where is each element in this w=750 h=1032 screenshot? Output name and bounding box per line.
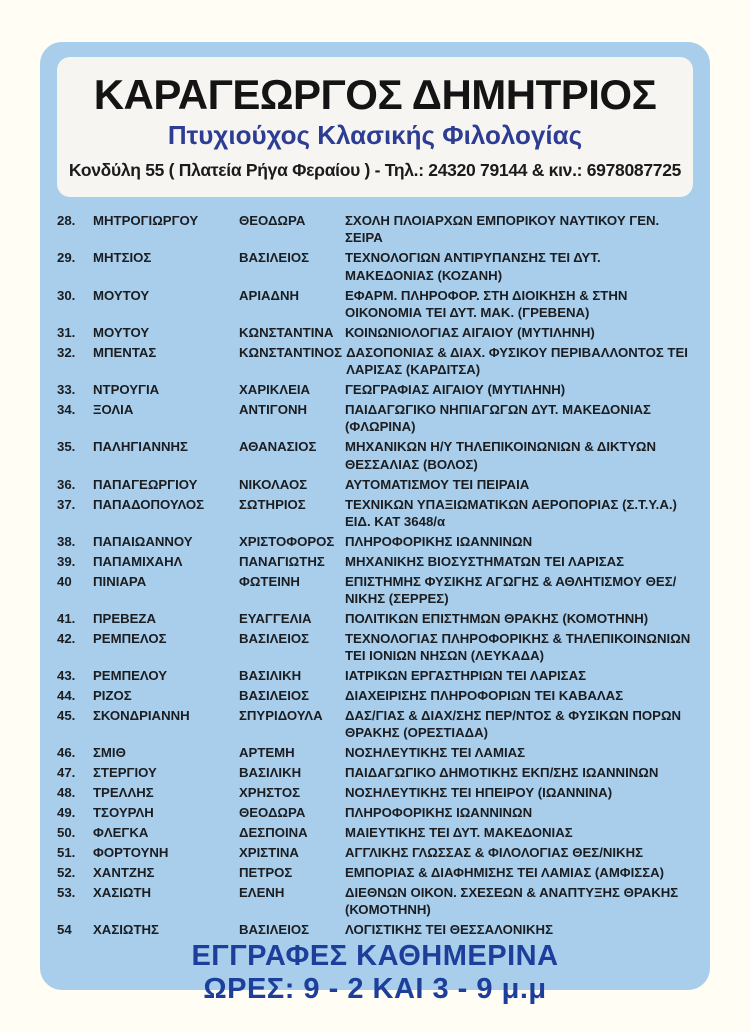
row-firstname: ΒΑΣΙΛΙΚΗ xyxy=(239,765,302,781)
row-surname: ΣΤΕΡΓΙΟΥ xyxy=(93,765,157,781)
row-number: 32. xyxy=(57,344,76,360)
row-school: ΜΑΙΕΥΤΙΚΗΣ ΤΕΙ ΔΥΤ. ΜΑΚΕΔΟΝΙΑΣ xyxy=(345,825,573,840)
footer-line-1: ΕΓΓΡΑΦΕΣ ΚΑΘΗΜΕΡΙΝΑ xyxy=(191,939,559,972)
row-firstname: ΑΡΙΑΔΝΗ xyxy=(239,287,300,303)
row-surname: ΜΗΤΡΟΓΙΩΡΓΟΥ xyxy=(93,213,199,228)
student-row xyxy=(57,401,693,436)
row-school: ΕΠΙΣΤΗΜΗΣ ΦΥΣΙΚΗΣ ΑΓΩΓΗΣ & ΑΘΛΗΤΙΣΜΟΥ ΘΕΣ/ΝΙΚΗΣ (ΣΕΡΡΕΣ) xyxy=(345,573,677,607)
row-school: ΔΙΑΧΕΙΡΙΣΗΣ ΠΛΗΡΟΦΟΡΙΩΝ ΤΕΙ ΚΑΒΑΛΑΣ xyxy=(345,688,624,704)
row-school: ΝΟΣΗΛΕΥΤΙΚΗΣ ΤΕΙ ΗΠΕΙΡΟΥ (ΙΩΑΝΝΙΝΑ) xyxy=(345,785,613,801)
student-row xyxy=(57,496,693,531)
row-firstname: ΧΑΡΙΚΛΕΙΑ xyxy=(239,382,311,398)
row-firstname: ΧΡΙΣΤΙΝΑ xyxy=(239,844,299,860)
row-surname: ΠΙΝΙΑΡΑ xyxy=(93,573,147,589)
row-number: 33. xyxy=(57,382,76,398)
row-school: ΤΕΧΝΟΛΟΓΙΩΝ ΑΝΤΙΡΥΠΑΝΣΗΣ ΤΕΙ ΔΥΤ. ΜΑΚΕΔΟΝΙΑΣ (ΚΟΖΑΝΗ) xyxy=(345,250,601,283)
row-surname: ΡΙΖΟΣ xyxy=(93,688,132,704)
row-surname: ΣΜΙΘ xyxy=(93,745,126,761)
row-school: ΔΑΣ/ΓΙΑΣ & ΔΙΑΧ/ΣΗΣ ΠΕΡ/ΝΤΟΣ & ΦΥΣΙΚΩΝ ΠΟΡΩΝ ΘΡΑΚΗΣ (ΟΡΕΣΤΙΑΔΑ) xyxy=(345,708,682,741)
row-surname: ΧΑΣΙΩΤΗ xyxy=(93,884,152,900)
student-row xyxy=(57,764,693,781)
row-firstname: ΠΑΝΑΓΙΩΤΗΣ xyxy=(239,553,325,569)
footer-line-2: ΩΡΕΣ: 9 - 2 ΚΑΙ 3 - 9 μ.μ xyxy=(203,972,547,1005)
page-title: ΚΑΡΑΓΕΩΡΓΟΣ ΔΗΜΗΤΡΙΟΣ xyxy=(93,71,657,119)
row-firstname: ΒΑΣΙΛΕΙΟΣ xyxy=(239,630,310,646)
student-row xyxy=(57,864,693,881)
row-number: 39. xyxy=(57,553,76,569)
student-row xyxy=(57,476,693,493)
row-surname: ΠΡΕΒΕΖΑ xyxy=(93,611,157,627)
student-row xyxy=(57,249,693,284)
row-firstname: ΧΡΙΣΤΟΦΟΡΟΣ xyxy=(239,533,335,549)
row-number: 31. xyxy=(57,324,76,340)
row-school: ΜΗΧΑΝΙΚΗΣ ΒΙΟΣΥΣΤΗΜΑΤΩΝ ΤΕΙ ΛΑΡΙΣΑΣ xyxy=(345,553,625,569)
row-firstname: ΑΘΑΝΑΣΙΟΣ xyxy=(239,439,317,455)
row-school: ΑΥΤΟΜΑΤΙΣΜΟΥ ΤΕΙ ΠΕΙΡΑΙΑ xyxy=(345,476,530,492)
row-number: 28. xyxy=(57,213,76,228)
row-number: 37. xyxy=(57,496,76,512)
student-row xyxy=(57,804,693,821)
row-number: 49. xyxy=(57,805,76,821)
student-row xyxy=(57,344,693,379)
row-school: ΓΕΩΓΡΑΦΙΑΣ ΑΙΓΑΙΟΥ (ΜΥΤΙΛΗΝΗ) xyxy=(345,382,566,398)
row-surname: ΦΟΡΤΟΥΝΗ xyxy=(93,844,169,860)
row-school: ΣΧΟΛΗ ΠΛΟΙΑΡΧΩΝ ΕΜΠΟΡΙΚΟΥ ΝΑΥΤΙΚΟΥ ΓΕΝ. ΣΕΙΡΑ xyxy=(345,213,660,246)
student-row xyxy=(57,553,693,570)
row-school: ΕΜΠΟΡΙΑΣ & ΔΙΑΦΗΜΙΣΗΣ ΤΕΙ ΛΑΜΙΑΣ (ΑΜΦΙΣΣΑ) xyxy=(345,864,665,880)
student-row xyxy=(57,610,693,627)
row-school: ΙΑΤΡΙΚΩΝ ΕΡΓΑΣΤΗΡΙΩΝ ΤΕΙ ΛΑΡΙΣΑΣ xyxy=(345,668,587,684)
row-firstname: ΑΝΤΙΓΟΝΗ xyxy=(239,402,307,418)
footer xyxy=(57,941,693,1010)
student-row xyxy=(57,381,693,398)
row-surname: ΤΡΕΛΛΗΣ xyxy=(93,785,154,801)
row-number: 30. xyxy=(57,287,76,303)
address-line: Κονδύλη 55 ( Πλατεία Ρήγα Φεραίου ) - Τηλ.: 24320 79144 & κιν.: 6978087725 xyxy=(68,160,682,181)
row-firstname: ΘΕΟΔΩΡΑ xyxy=(239,213,306,228)
row-school: ΠΛΗΡΟΦΟΡΙΚΗΣ ΙΩΑΝΝΙΝΩΝ xyxy=(345,533,533,549)
student-row xyxy=(57,212,693,247)
row-school: ΤΕΧΝΟΛΟΓΙΑΣ ΠΛΗΡΟΦΟΡΙΚΗΣ & ΤΗΛΕΠΙΚΟΙΝΩΝΙΩΝ ΤΕΙ ΙΟΝΙΩΝ ΝΗΣΩΝ (ΛΕΥΚΑΔΑ) xyxy=(345,630,691,664)
student-list xyxy=(57,212,693,941)
flyer-panel xyxy=(40,42,710,1005)
row-surname: ΞΟΛΙΑ xyxy=(93,402,134,418)
subtitle: Πτυχιούχος Κλασικής Φιλολογίας xyxy=(167,120,583,151)
row-firstname: ΒΑΣΙΛΕΙΟΣ xyxy=(239,922,310,938)
row-firstname: ΘΕΟΔΩΡΑ xyxy=(239,805,306,821)
row-number: 42. xyxy=(57,630,76,646)
row-school: ΠΟΛΙΤΙΚΩΝ ΕΠΙΣΤΗΜΩΝ ΘΡΑΚΗΣ (ΚΟΜΟΤΗΝΗ) xyxy=(345,611,649,627)
row-firstname: ΕΛΕΝΗ xyxy=(239,884,285,900)
row-number: 45. xyxy=(57,708,76,724)
row-school: ΠΛΗΡΟΦΟΡΙΚΗΣ ΙΩΑΝΝΙΝΩΝ xyxy=(345,805,533,821)
row-number: 29. xyxy=(57,250,76,266)
row-school: ΑΓΓΛΙΚΗΣ ΓΛΩΣΣΑΣ & ΦΙΛΟΛΟΓΙΑΣ ΘΕΣ/ΝΙΚΗΣ xyxy=(345,844,644,860)
row-number: 51. xyxy=(57,844,76,860)
row-number: 35. xyxy=(57,439,76,455)
row-surname: ΡΕΜΠΕΛΟΣ xyxy=(93,630,167,646)
student-row xyxy=(57,533,693,550)
row-surname: ΜΟΥΤΟΥ xyxy=(93,324,150,340)
row-number: 53. xyxy=(57,884,76,900)
row-number: 46. xyxy=(57,745,76,761)
header-box xyxy=(57,57,693,197)
row-school: ΠΑΙΔΑΓΩΓΙΚΟ ΔΗΜΟΤΙΚΗΣ ΕΚΠ/ΣΗΣ ΙΩΑΝΝΙΝΩΝ xyxy=(345,765,659,781)
student-row xyxy=(57,438,693,473)
row-school: ΜΗΧΑΝΙΚΩΝ Η/Υ ΤΗΛΕΠΙΚΟΙΝΩΝΙΩΝ & ΔΙΚΤΥΩΝ ΘΕΣΣΑΛΙΑΣ (ΒΟΛΟΣ) xyxy=(345,439,656,472)
student-row xyxy=(57,630,693,665)
row-firstname: ΒΑΣΙΛΙΚΗ xyxy=(239,668,302,684)
row-number: 50. xyxy=(57,825,76,840)
row-surname: ΠΑΠΑΙΩΑΝΝΟΥ xyxy=(93,533,193,549)
student-row xyxy=(57,573,693,608)
row-surname: ΧΑΣΙΩΤΗΣ xyxy=(93,922,159,938)
row-surname: ΡΕΜΠΕΛΟΥ xyxy=(93,668,168,684)
row-number: 36. xyxy=(57,476,76,492)
student-row xyxy=(57,687,693,704)
row-firstname: ΒΑΣΙΛΕΙΟΣ xyxy=(239,688,310,704)
student-row xyxy=(57,707,693,742)
student-row xyxy=(57,824,693,841)
row-surname: ΧΑΝΤΖΗΣ xyxy=(93,864,155,880)
row-school: ΤΕΧΝΙΚΩΝ ΥΠΑΞΙΩΜΑΤΙΚΩΝ ΑΕΡΟΠΟΡΙΑΣ (Σ.Τ.Υ.Α.) ΕΙΔ. ΚΑΤ 3648/α xyxy=(345,496,677,529)
row-number: 47. xyxy=(57,765,76,781)
row-firstname: ΦΩΤΕΙΝΗ xyxy=(239,573,300,589)
row-surname: ΠΑΠΑΜΙΧΑΗΛ xyxy=(93,553,183,569)
row-surname: ΝΤΡΟΥΓΙΑ xyxy=(93,382,160,398)
row-number: 54 xyxy=(57,922,72,938)
row-surname: ΠΑΠΑΓΕΩΡΓΙΟΥ xyxy=(93,476,198,492)
row-firstname: ΣΩΤΗΡΙΟΣ xyxy=(239,496,306,512)
row-school: ΕΦΑΡΜ. ΠΛΗΡΟΦΟΡ. ΣΤΗ ΔΙΟΙΚΗΣΗ & ΣΤΗΝ ΟΙΚΟΝΟΜΙΑ ΤΕΙ ΔΥΤ. ΜΑΚ. (ΓΡΕΒΕΝΑ) xyxy=(345,287,628,321)
row-school: ΠΑΙΔΑΓΩΓΙΚΟ ΝΗΠΙΑΓΩΓΩΝ ΔΥΤ. ΜΑΚΕΔΟΝΙΑΣ (ΦΛΩΡΙΝΑ) xyxy=(345,402,651,435)
student-row xyxy=(57,744,693,761)
row-firstname: ΒΑΣΙΛΕΙΟΣ xyxy=(239,250,310,266)
row-surname: ΠΑΠΑΔΟΠΟΥΛΟΣ xyxy=(93,496,205,512)
row-school: ΔΙΕΘΝΩΝ ΟΙΚΟΝ. ΣΧΕΣΕΩΝ & ΑΝΑΠΤΥΞΗΣ ΘΡΑΚΗΣ (ΚΟΜΟΤΗΝΗ) xyxy=(345,884,679,918)
row-school: ΛΟΓΙΣΤΙΚΗΣ ΤΕΙ ΘΕΣΣΑΛΟΝΙΚΗΣ xyxy=(345,922,553,938)
student-row xyxy=(57,324,693,341)
row-number: 40 xyxy=(57,573,72,589)
student-row xyxy=(57,667,693,684)
row-firstname: ΠΕΤΡΟΣ xyxy=(239,864,293,880)
row-firstname: ΚΩΝΣΤΑΝΤΙΝΑ xyxy=(239,324,334,340)
student-row xyxy=(57,784,693,801)
row-firstname: ΕΥΑΓΓΕΛΙΑ xyxy=(239,611,312,627)
row-surname: ΜΟΥΤΟΥ xyxy=(93,287,150,303)
student-row xyxy=(57,844,693,861)
row-firstname: ΝΙΚΟΛΑΟΣ xyxy=(239,476,308,492)
row-school: ΚΟΙΝΩΝΙΟΛΟΓΙΑΣ ΑΙΓΑΙΟΥ (ΜΥΤΙΛΗΝΗ) xyxy=(345,324,595,340)
row-number: 38. xyxy=(57,533,76,549)
row-number: 48. xyxy=(57,785,76,801)
row-firstname: ΚΩΝΣΤΑΝΤΙΝΟΣ xyxy=(239,344,343,360)
row-number: 43. xyxy=(57,668,76,684)
row-school: ΔΑΣΟΠΟΝΙΑΣ & ΔΙΑΧ. ΦΥΣΙΚΟΥ ΠΕΡΙΒΑΛΛΟΝΤΟΣ ΤΕΙ ΛΑΡΙΣΑΣ (ΚΑΡΔΙΤΣΑ) xyxy=(346,344,688,378)
row-firstname: ΔΕΣΠΟΙΝΑ xyxy=(239,825,308,840)
row-surname: ΣΚΟΝΔΡΙΑΝΝΗ xyxy=(93,708,190,724)
row-number: 41. xyxy=(57,611,76,627)
row-surname: ΤΣΟΥΡΛΗ xyxy=(93,805,154,821)
row-firstname: ΣΠΥΡΙΔΟΥΛΑ xyxy=(239,708,323,724)
row-surname: ΦΛΕΓΚΑ xyxy=(93,825,149,840)
row-firstname: ΧΡΗΣΤΟΣ xyxy=(239,785,301,801)
row-surname: ΜΠΕΝΤΑΣ xyxy=(93,344,157,360)
row-number: 34. xyxy=(57,402,76,418)
row-surname: ΠΑΛΗΓΙΑΝΝΗΣ xyxy=(93,439,188,455)
row-school: ΝΟΣΗΛΕΥΤΙΚΗΣ ΤΕΙ ΛΑΜΙΑΣ xyxy=(345,745,526,761)
row-number: 52. xyxy=(57,864,76,880)
student-row xyxy=(57,884,693,919)
student-row xyxy=(57,287,693,322)
row-firstname: ΑΡΤΕΜΗ xyxy=(239,745,295,761)
student-row xyxy=(57,921,693,938)
row-surname: ΜΗΤΣΙΟΣ xyxy=(93,250,152,266)
row-number: 44. xyxy=(57,688,76,704)
